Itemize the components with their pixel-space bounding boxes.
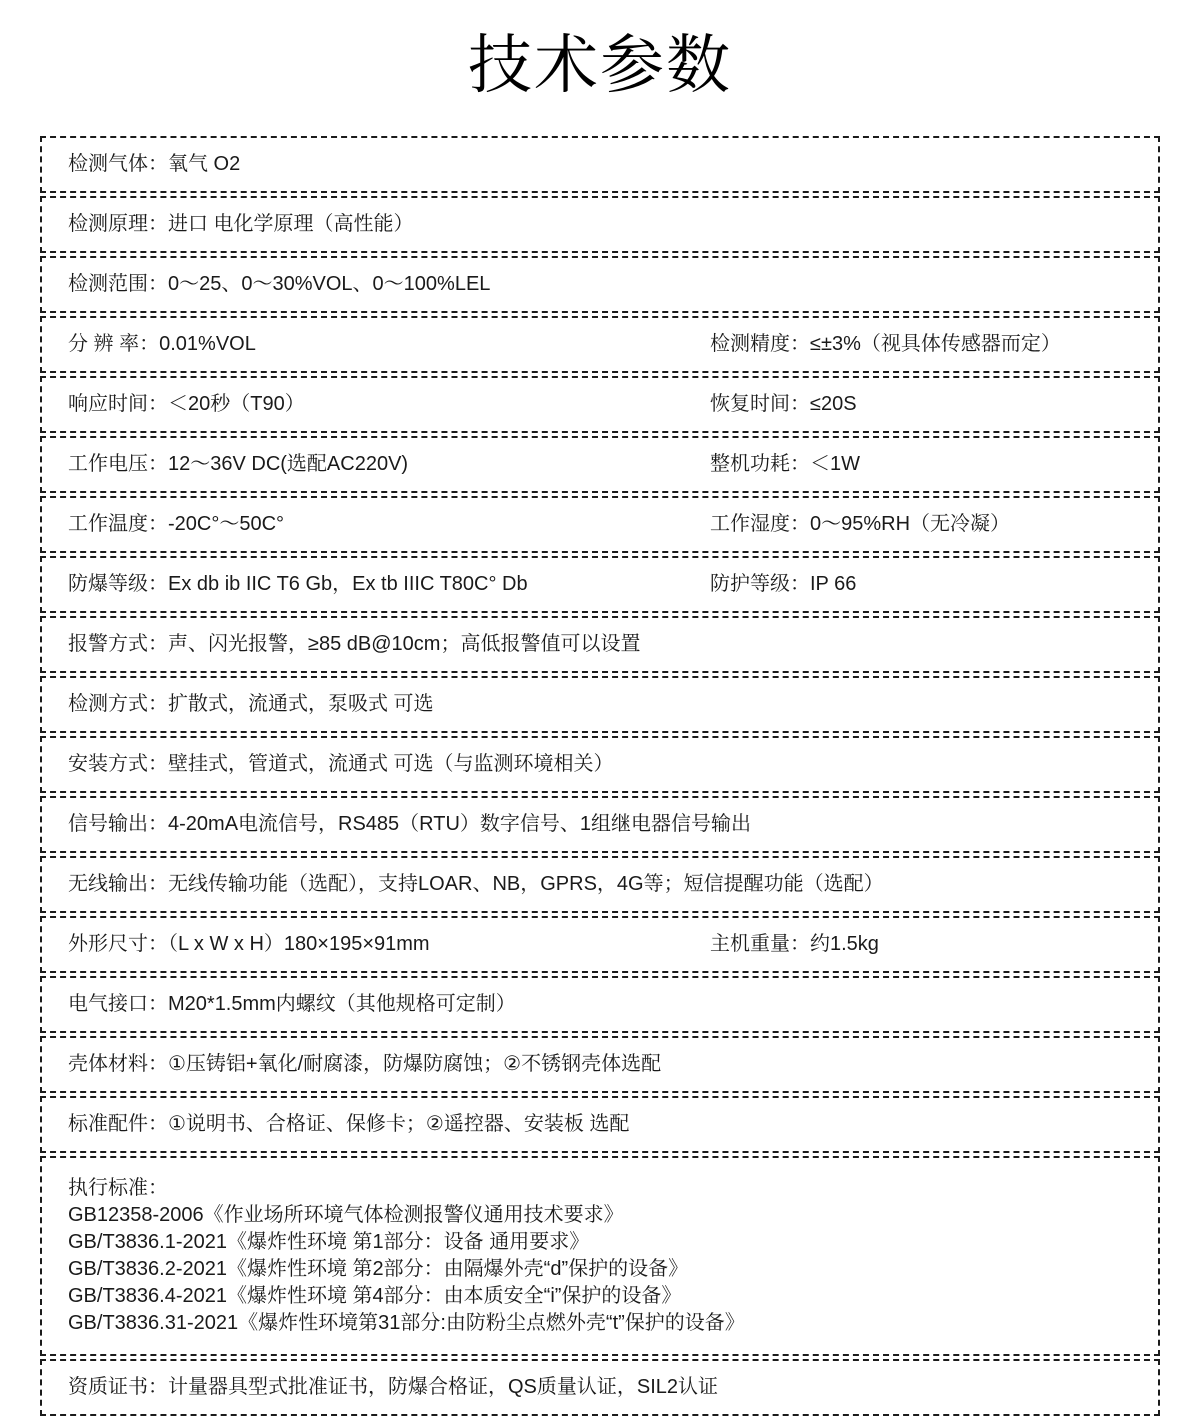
page-title: 技术参数 xyxy=(468,29,732,101)
spec-cell: 无线输出：无线传输功能（选配），支持LOAR、NB，GPRS，4G等；短信提醒功能（选配） xyxy=(68,873,884,895)
spec-row xyxy=(40,196,1160,253)
spec-cell-right: 检测精度：≤±3%（视具体传感器而定） xyxy=(710,333,1061,355)
spec-cell: 检测气体：氧气 O2 xyxy=(68,153,241,175)
spec-row xyxy=(40,976,1160,1033)
spec-row xyxy=(40,616,1160,673)
spec-line: GB/T3836.4-2021《爆炸性环境 第4部分：由本质安全“i”保护的设备》 xyxy=(68,1285,682,1307)
spec-cell-right: 防护等级：IP 66 xyxy=(710,573,857,595)
spec-row xyxy=(40,1036,1160,1093)
spec-row-standards xyxy=(40,1156,1160,1356)
spec-cell: 报警方式：声、闪光报警，≥85 dB@10cm；高低报警值可以设置 xyxy=(68,633,641,655)
spec-row xyxy=(40,376,1160,433)
spec-line: GB/T3836.1-2021《爆炸性环境 第1部分：设备 通用要求》 xyxy=(68,1231,590,1253)
spec-cell-left: 防爆等级：Ex db ib IIC T6 Gb，Ex tb IIIC T80C° Db xyxy=(68,573,528,595)
spec-cell-left: 工作电压：12～36V DC(选配AC220V) xyxy=(68,453,409,475)
spec-row xyxy=(40,1359,1160,1416)
spec-cell-left: 外形尺寸：（L x W x H）180×195×91mm xyxy=(68,933,430,955)
spec-row xyxy=(40,436,1160,493)
spec-cell: 壳体材料：①压铸铝+氧化/耐腐漆，防爆防腐蚀；②不锈钢壳体选配 xyxy=(68,1053,662,1075)
spec-line: GB/T3836.31-2021《爆炸性环境第31部分:由防粉尘点燃外壳“t”保护的设备》 xyxy=(68,1312,745,1334)
spec-cell-left: 工作温度：-20C°～50C° xyxy=(68,513,285,535)
spec-cell-right: 恢复时间：≤20S xyxy=(710,393,857,415)
spec-row xyxy=(40,796,1160,853)
spec-row xyxy=(40,916,1160,973)
spec-line: GB12358-2006《作业场所环境气体检测报警仪通用技术要求》 xyxy=(68,1204,624,1226)
spec-row xyxy=(40,1096,1160,1153)
spec-row xyxy=(40,676,1160,733)
spec-cell: 安装方式：壁挂式，管道式，流通式 可选（与监测环境相关） xyxy=(68,753,614,775)
spec-cell-left: 分 辨 率：0.01%VOL xyxy=(68,333,256,355)
spec-cell-left: 响应时间：＜20秒（T90） xyxy=(68,393,305,415)
spec-line: GB/T3836.2-2021《爆炸性环境 第2部分：由隔爆外壳“d”保护的设备》 xyxy=(68,1258,689,1280)
spec-cell: 资质证书：计量器具型式批准证书，防爆合格证，QS质量认证，SIL2认证 xyxy=(68,1376,719,1398)
spec-cell: 信号输出：4-20mA电流信号，RS485（RTU）数字信号、1组继电器信号输出 xyxy=(68,813,752,835)
spec-table xyxy=(40,136,1160,1416)
spec-row xyxy=(40,856,1160,913)
spec-row xyxy=(40,316,1160,373)
spec-cell: 电气接口：M20*1.5mm内螺纹（其他规格可定制） xyxy=(68,993,516,1015)
spec-row xyxy=(40,736,1160,793)
spec-row xyxy=(40,136,1160,193)
spec-row xyxy=(40,256,1160,313)
spec-row xyxy=(40,556,1160,613)
spec-cell-right: 主机重量：约1.5kg xyxy=(710,933,879,955)
spec-cell-right: 整机功耗：＜1W xyxy=(710,453,860,475)
spec-row xyxy=(40,496,1160,553)
spec-cell: 检测方式：扩散式，流通式，泵吸式 可选 xyxy=(68,693,434,715)
spec-line: 执行标准： xyxy=(68,1177,168,1199)
spec-cell: 检测原理：进口 电化学原理（高性能） xyxy=(68,213,414,235)
spec-cell: 标准配件：①说明书、合格证、保修卡；②遥控器、安装板 选配 xyxy=(68,1113,630,1135)
spec-cell-right: 工作湿度：0～95%RH（无冷凝） xyxy=(710,513,1011,535)
spec-cell: 检测范围：0～25、0～30%VOL、0～100%LEL xyxy=(68,273,491,295)
